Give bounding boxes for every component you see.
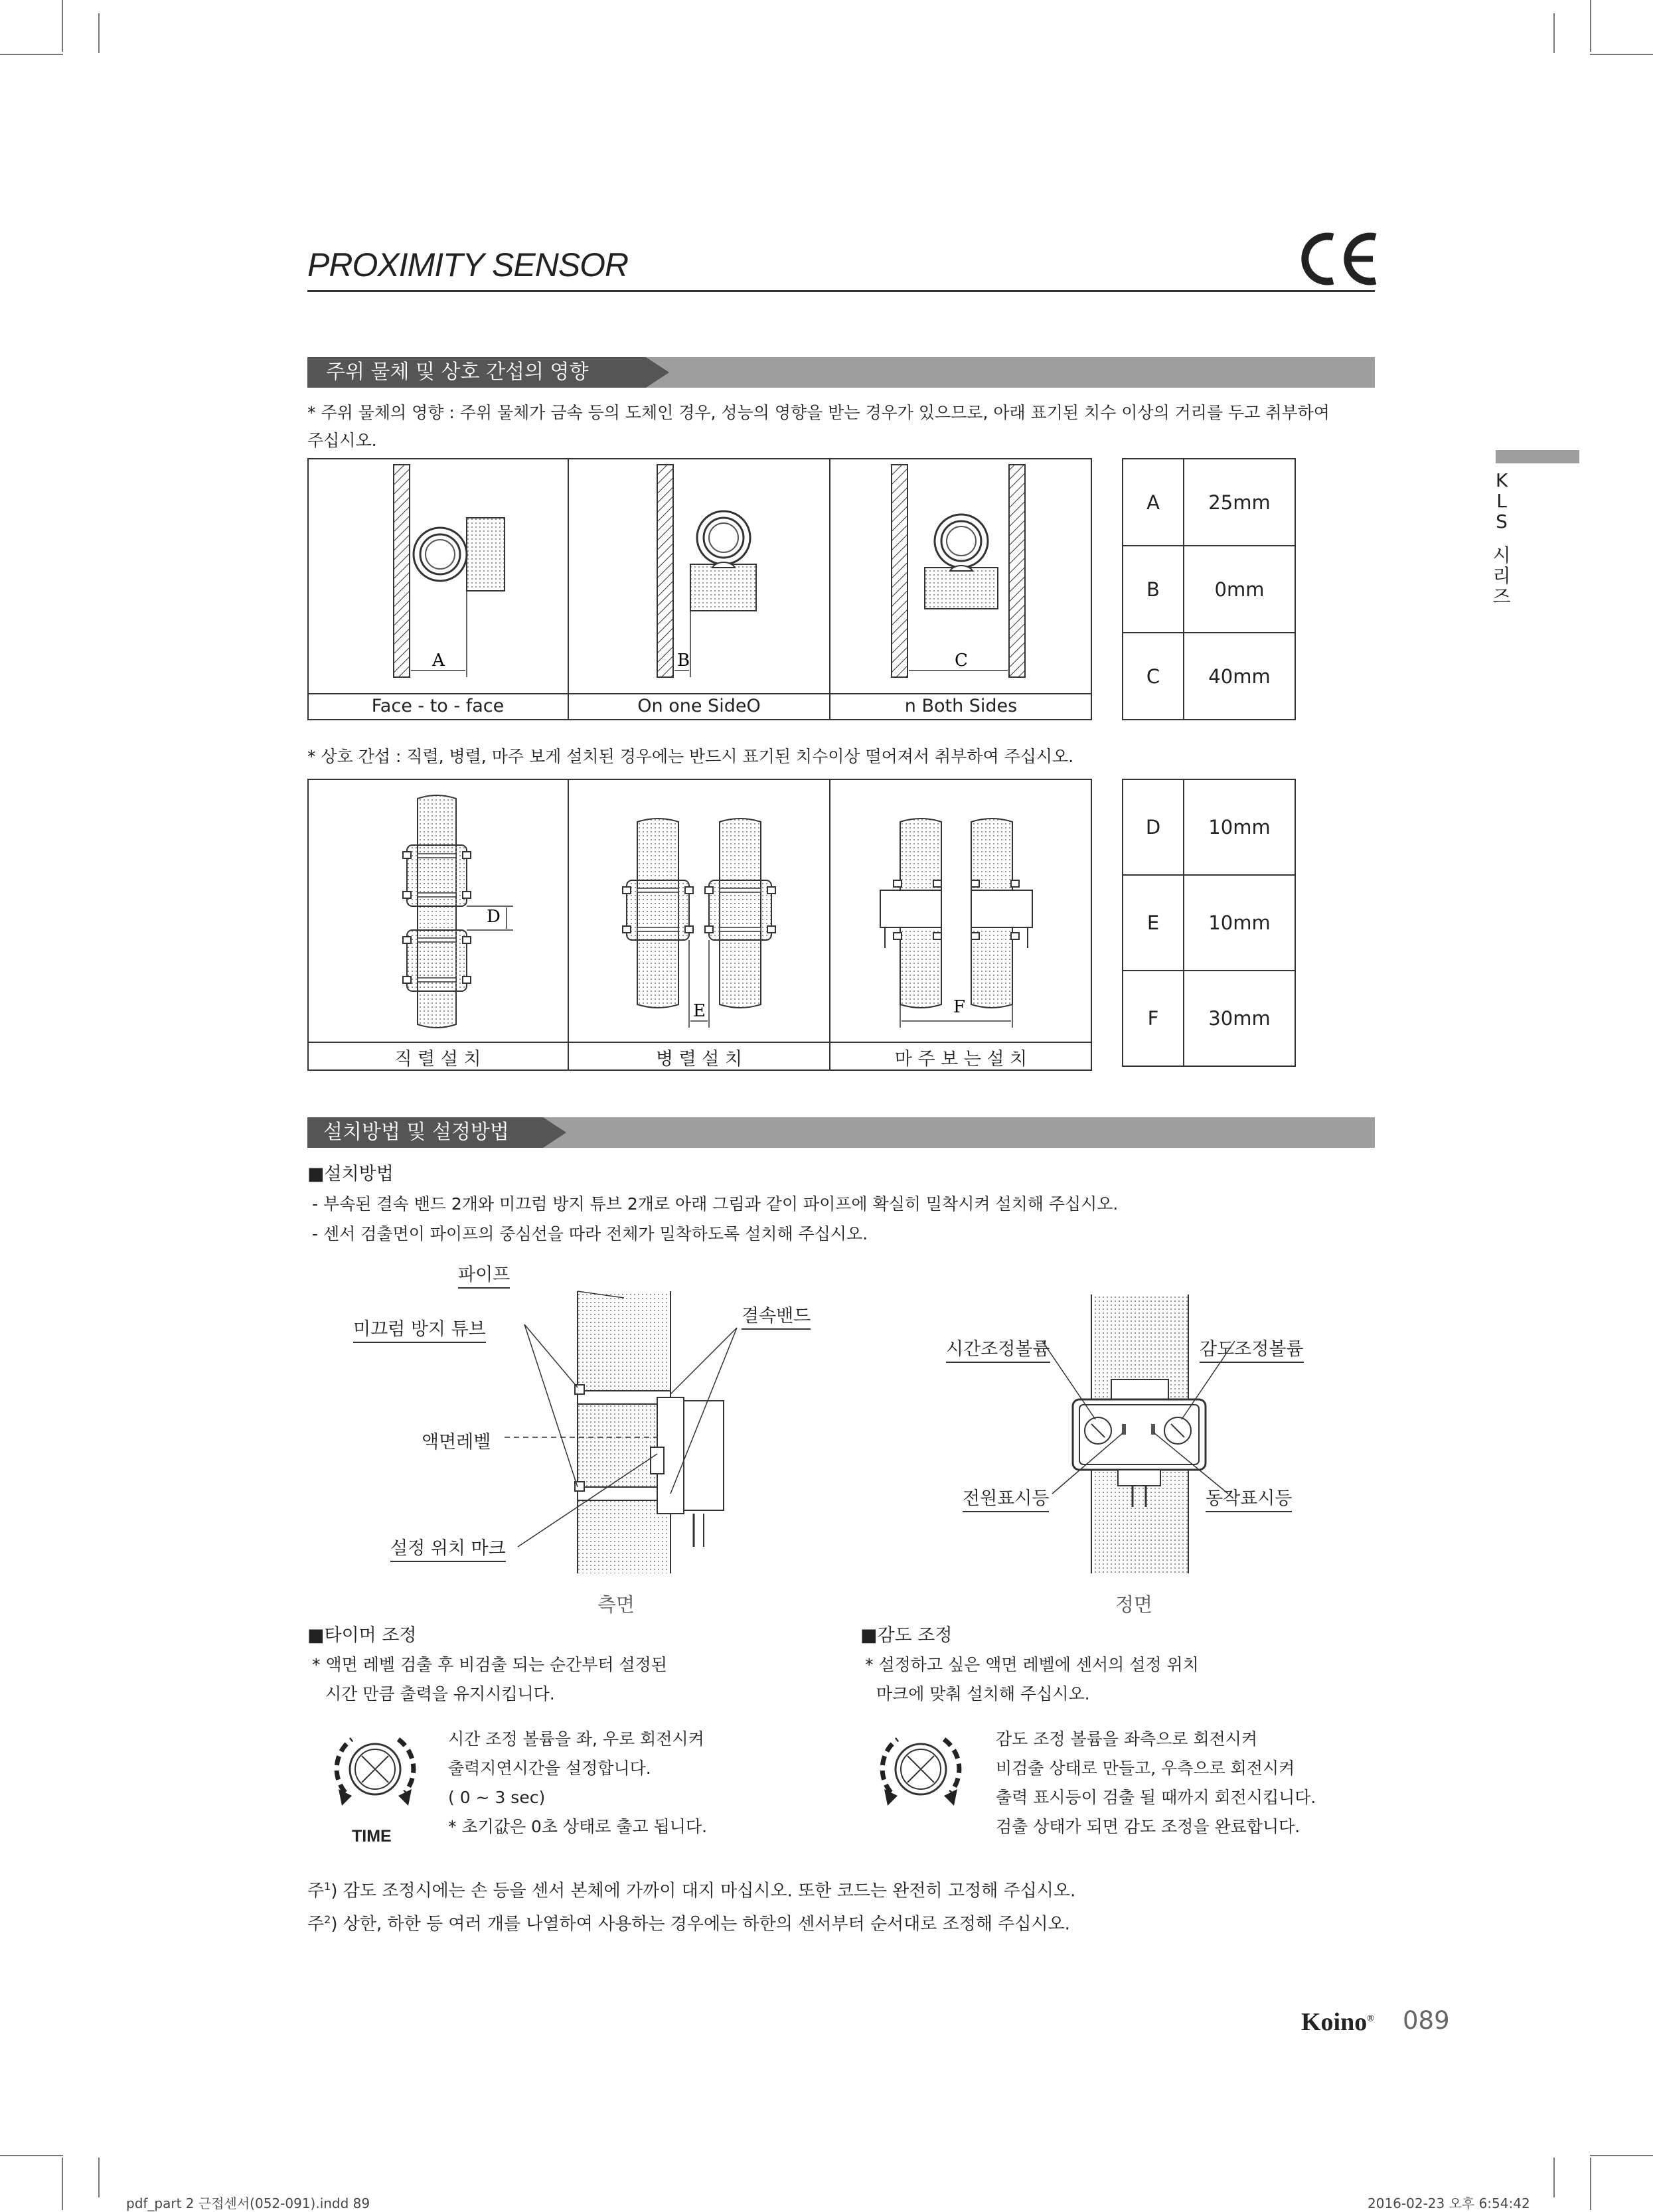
dim-label-b: B <box>677 651 690 671</box>
figure-side-view <box>353 1261 890 1620</box>
file-info: pdf_part 2 근접센서(052-091).indd 89 <box>126 2195 370 2211</box>
section1-heading: 주위 물체 및 상호 간섭의 영향 <box>326 360 589 384</box>
page-title: PROXIMITY SENSOR <box>307 246 629 283</box>
figure-front-view <box>943 1288 1341 1620</box>
label-sensitivity-volume: 감도조정볼륨 <box>1200 1334 1304 1363</box>
label-band: 결속밴드 <box>742 1301 811 1330</box>
ce-mark <box>1295 229 1379 291</box>
figure-surrounding-objects <box>307 458 1092 720</box>
side-tab-jeu: 즈 <box>1492 586 1511 607</box>
diagram-both-sides <box>892 465 1025 677</box>
crop-mark <box>98 2158 100 2197</box>
spec-value: 40mm <box>1184 633 1295 720</box>
timer-desc-2: 출력지연시간을 설정합니다. <box>448 1759 651 1778</box>
footnote-1-text: ) 감도 조정시에는 손 등을 센서 본체에 가까이 대지 마십시오. 또한 코드는 완전히 고정해 주십시오. <box>331 1881 1076 1901</box>
install-title: ■설치방법 <box>307 1164 394 1184</box>
sensitivity-desc-4: 검출 상태가 되면 감도 조정을 완료합니다. <box>996 1817 1300 1836</box>
spec-value: 10mm <box>1184 875 1295 971</box>
crop-mark <box>1590 2155 1653 2156</box>
timer-dial-label: TIME <box>352 1827 392 1846</box>
crop-mark <box>0 2155 63 2156</box>
install-line-2: - 센서 검출면이 파이프의 중심선을 따라 전체가 밀착하도록 설치해 주십시오. <box>312 1224 868 1243</box>
brand-name: Koino <box>1301 2008 1368 2036</box>
crop-mark <box>0 54 63 55</box>
diagram-face-to-face <box>394 465 505 677</box>
caption-one-side: On one SideO <box>637 696 761 716</box>
timer-title: ■타이머 조정 <box>307 1625 417 1646</box>
spec-value: 10mm <box>1184 779 1295 875</box>
spec-key: F <box>1123 971 1184 1066</box>
print-timestamp: 2016-02-23 오후 6:54:42 <box>1368 2195 1530 2211</box>
spec-table-interference <box>1122 779 1296 1067</box>
brand-mark: ® <box>1367 2014 1374 2024</box>
spec-value: 0mm <box>1184 546 1295 633</box>
footnote-2-sup: 2 <box>324 1913 331 1926</box>
sensitivity-note-2: 마크에 맞춰 설치해 주십시오. <box>876 1684 1090 1703</box>
caption-side-view: 측면 <box>597 1593 635 1616</box>
sensitivity-desc-1: 감도 조정 볼륨을 좌측으로 회전시켜 <box>996 1729 1258 1749</box>
footnote-2 <box>307 1909 1070 1935</box>
label-level: 액면레벨 <box>422 1432 491 1453</box>
figure-mutual-interference <box>307 779 1092 1071</box>
caption-both-sides: n Both Sides <box>904 696 1018 716</box>
dim-label-f: F <box>953 997 966 1017</box>
diagram-parallel <box>623 819 775 1028</box>
label-time-volume: 시간조정볼륨 <box>946 1334 1050 1363</box>
spec-key: B <box>1123 546 1184 633</box>
diagram-one-side <box>657 465 756 677</box>
crop-mark <box>1590 54 1653 55</box>
label-pipe: 파이프 <box>458 1260 510 1289</box>
timer-desc-1: 시간 조정 볼륨을 좌, 우로 회전시켜 <box>448 1729 704 1749</box>
timer-note-1: * 액면 레벨 검출 후 비검출 되는 순간부터 설정된 <box>312 1655 667 1674</box>
side-tab-l: L <box>1496 490 1507 512</box>
label-operation-led: 동작표시등 <box>1206 1484 1292 1512</box>
section2-heading: 설치방법 및 설정방법 <box>323 1121 509 1144</box>
label-power-led: 전원표시등 <box>963 1484 1049 1512</box>
caption-parallel: 병 렬 설 치 <box>655 1049 743 1069</box>
crop-mark <box>62 2158 63 2210</box>
sensitivity-dial <box>871 1719 971 1819</box>
diagram-facing <box>880 819 1032 1028</box>
dim-label-d: D <box>487 907 501 927</box>
caption-face-to-face: Face - to - face <box>371 696 505 716</box>
sensitivity-desc-3: 출력 표시등이 검출 될 때까지 회전시킵니다. <box>996 1788 1316 1807</box>
crop-mark <box>62 0 63 52</box>
caption-facing: 마 주 보 는 설 치 <box>894 1049 1028 1069</box>
crop-mark <box>1590 0 1591 52</box>
ce-mark-text: CE <box>1295 229 1296 230</box>
footnote-2-prefix: 주 <box>307 1914 325 1935</box>
label-anti-slip-tube: 미끄럼 방지 튜브 <box>353 1314 486 1343</box>
footnote-2-text: ) 상한, 하한 등 여러 개를 나열하여 사용하는 경우에는 하한의 센서부터 순서대로 조정해 주십시오. <box>331 1914 1070 1935</box>
footnote-1 <box>307 1876 1075 1902</box>
spec-key: A <box>1123 459 1184 546</box>
side-tab-bar <box>1496 450 1579 463</box>
timer-desc-4: * 초기값은 0초 상태로 출고 됩니다. <box>448 1817 708 1836</box>
spec-value: 25mm <box>1184 459 1295 546</box>
spec-key: D <box>1123 779 1184 875</box>
brand-logo <box>1301 2008 1374 2037</box>
crop-mark <box>1553 2158 1555 2197</box>
note-interference: * 상호 간섭 : 직렬, 병렬, 마주 보게 설치된 경우에는 반드시 표기된 치수이상 떨어져서 취부하여 주십시오. <box>307 747 1074 766</box>
spec-table-surrounding <box>1122 458 1296 720</box>
footnote-1-prefix: 주 <box>307 1881 325 1901</box>
caption-series: 직 렬 설 치 <box>394 1049 481 1069</box>
spec-key: C <box>1123 633 1184 720</box>
timer-desc-3: ( 0 ~ 3 sec) <box>448 1788 546 1807</box>
side-tab-k: K <box>1495 469 1508 491</box>
header-rule <box>307 290 1375 292</box>
timer-dial <box>325 1719 425 1852</box>
dim-label-e: E <box>693 1001 706 1021</box>
side-tab-s: S <box>1496 511 1508 532</box>
caption-front-view: 정면 <box>1115 1593 1153 1616</box>
note-surrounding: * 주위 물체의 영향 : 주위 물체가 금속 등의 도체인 경우, 성능의 영향을 받는 경우가 있으므로, 아래 표기된 치수 이상의 거리를 두고 취부하여 <box>307 403 1330 422</box>
note-surrounding-cont: 주십시오. <box>307 431 377 450</box>
install-line-1: - 부속된 결속 밴드 2개와 미끄럼 방지 튜브 2개로 아래 그림과 같이 파이프에 확실히 밀착시켜 설치해 주십시오. <box>312 1194 1119 1214</box>
crop-mark <box>1553 13 1555 53</box>
spec-value: 30mm <box>1184 971 1295 1066</box>
crop-mark <box>1590 2158 1591 2210</box>
dim-label-c: C <box>955 651 968 671</box>
spec-key: E <box>1123 875 1184 971</box>
timer-note-2: 시간 만큼 출력을 유지시킵니다. <box>325 1684 555 1703</box>
side-tab-text <box>1492 470 1512 607</box>
side-tab-ri: 리 <box>1492 565 1511 587</box>
label-setting-mark: 설정 위치 마크 <box>390 1534 506 1562</box>
sensitivity-title: ■감도 조정 <box>860 1625 953 1646</box>
sensitivity-note-1: * 설정하고 싶은 액면 레벨에 센서의 설정 위치 <box>865 1655 1199 1674</box>
sensitivity-desc-2: 비검출 상태로 만들고, 우측으로 회전시켜 <box>996 1759 1295 1778</box>
dim-label-a: A <box>432 651 445 671</box>
crop-mark <box>98 13 100 53</box>
side-tab-si: 시 <box>1492 544 1511 566</box>
page-number: 089 <box>1403 2006 1450 2035</box>
diagram-series <box>403 795 513 1028</box>
footnote-1-sup: 1 <box>324 1880 331 1893</box>
